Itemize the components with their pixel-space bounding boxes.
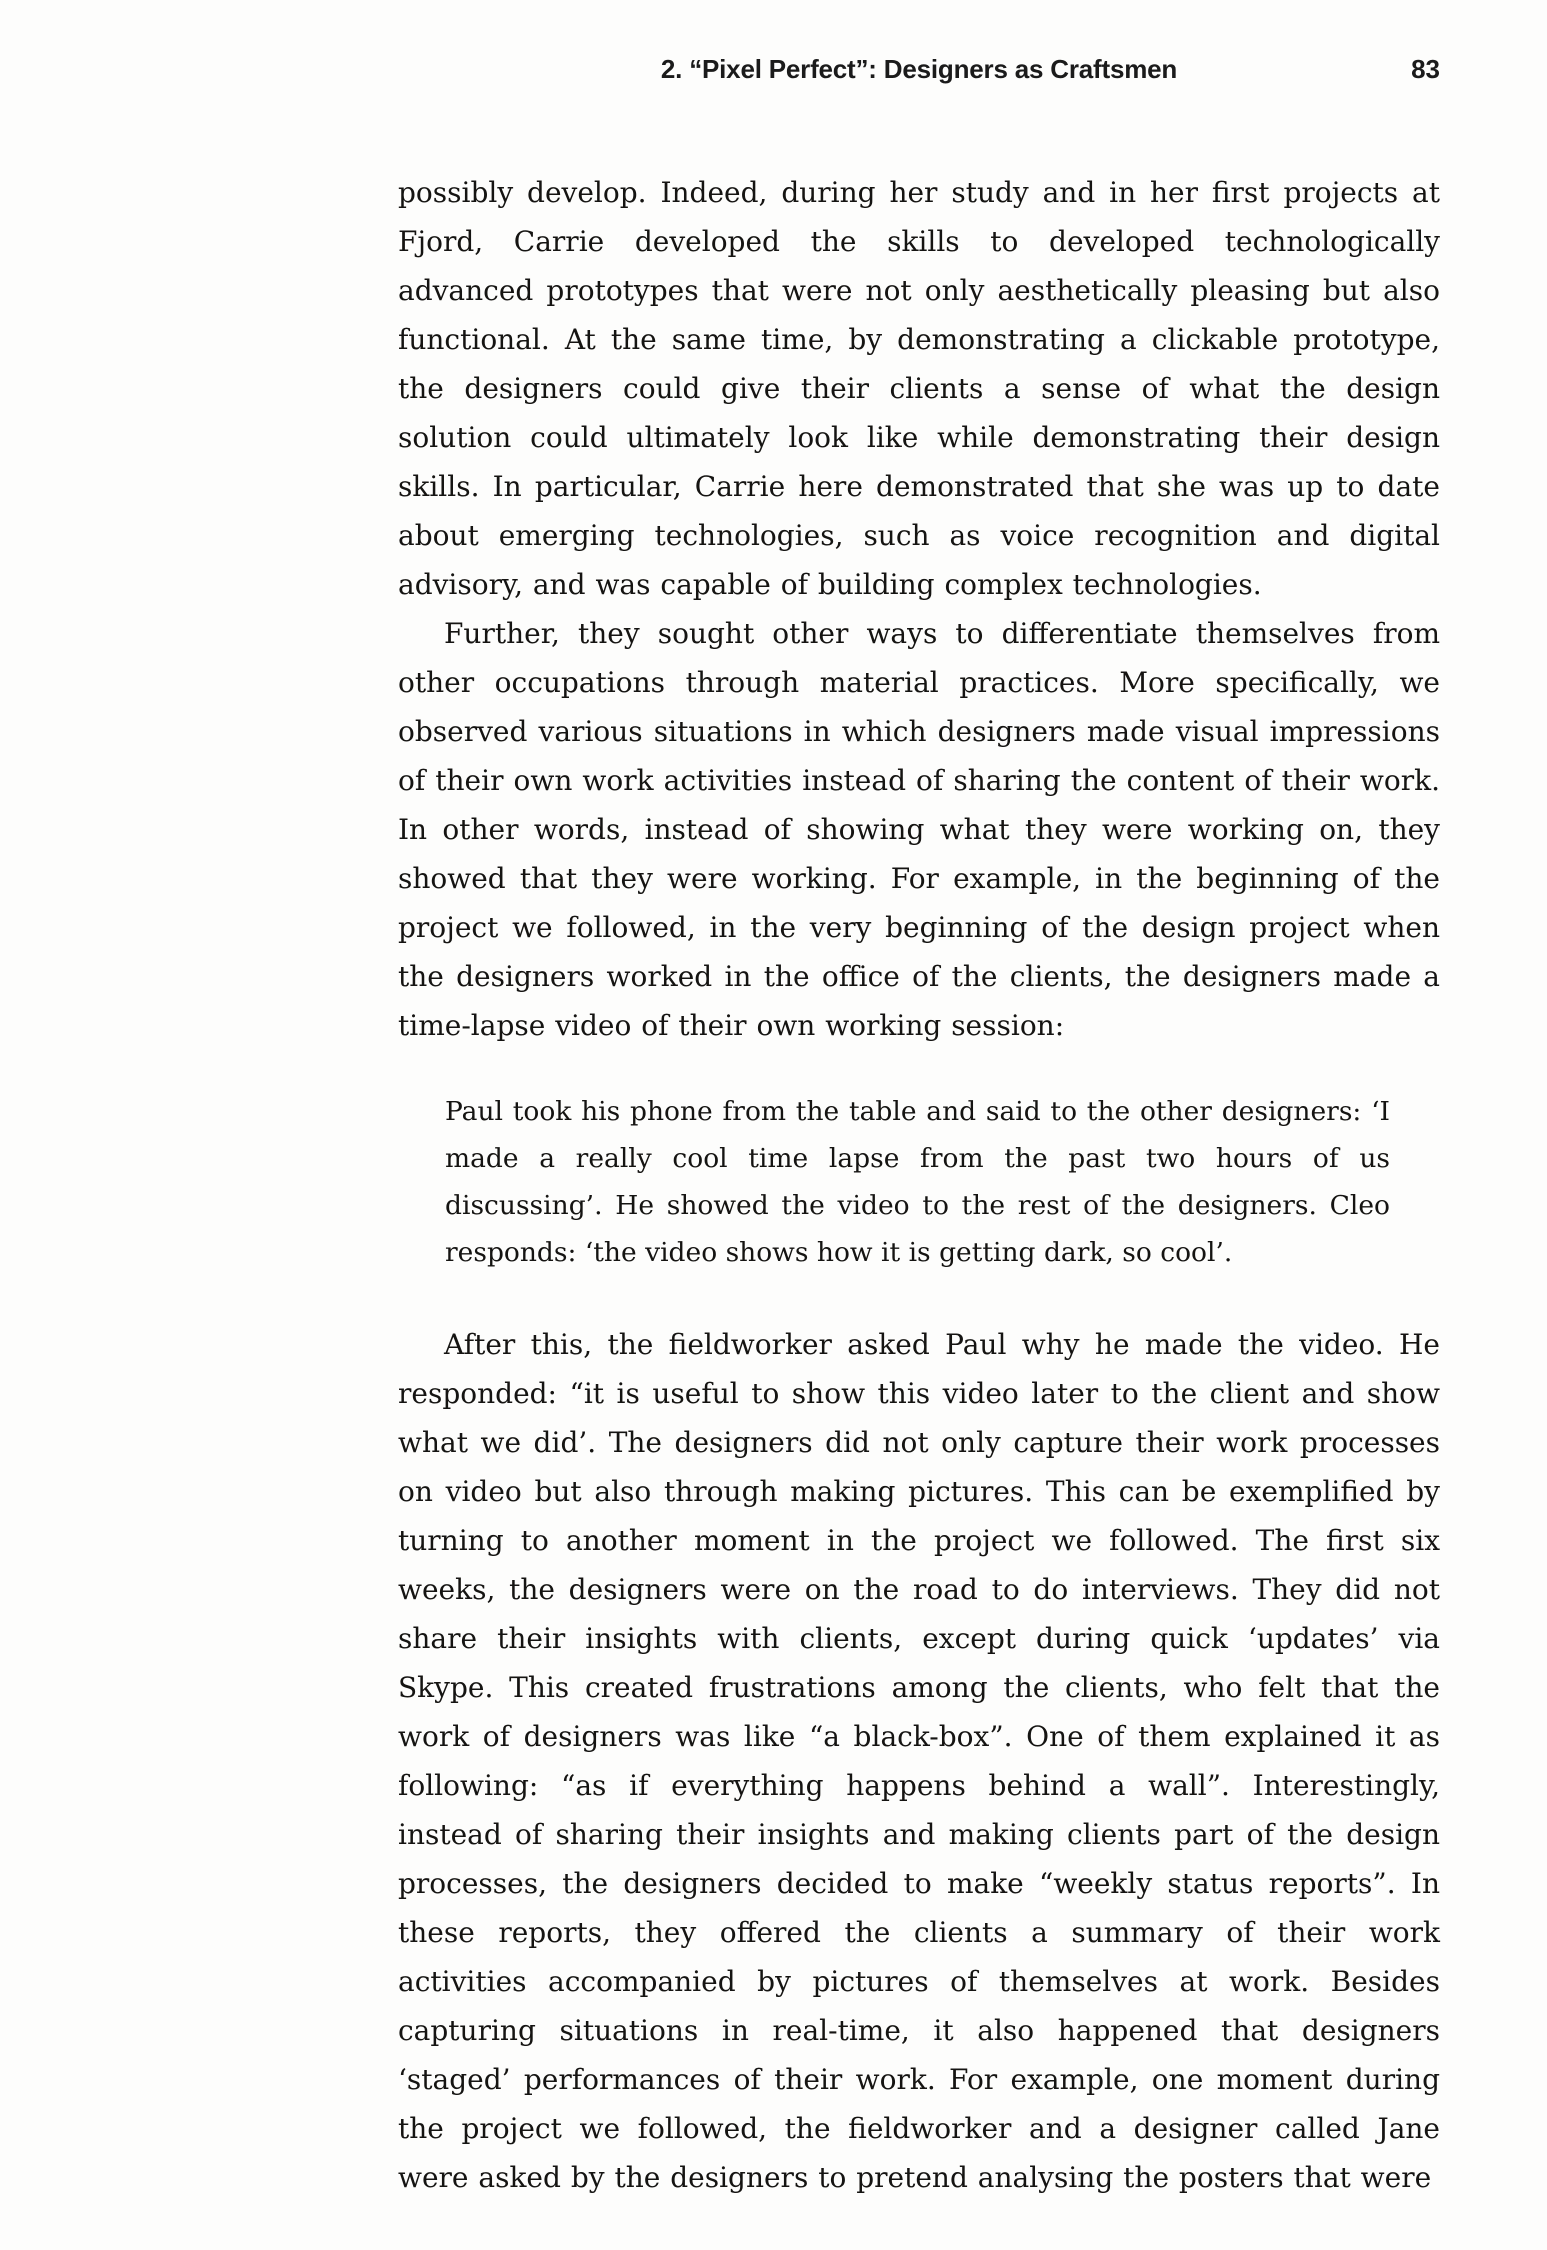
page-number: 83 <box>1411 54 1440 84</box>
paragraph-1: possibly develop. Indeed, during her study and in her first projects at Fjord, Carrie developed the skills to developed technologically advanced prototypes that were not only aesthetically pleasing but also functional. At the same time, by demonstrating a clickable prototype, the designers could give their clients a sense of what the design solution could ultimately look like while demonstrating their design skills. In particular, Carrie here demonstrated that she was up to date about emerging technologies, such as voice recognition and digital advisory, and was capable of building complex technologies. <box>398 176 1440 601</box>
chapter-title: 2. “Pixel Perfect”: Designers as Craftsmen <box>660 54 1178 84</box>
paragraph-2: Further, they sought other ways to differentiate themselves from other occupations through material practices. More specifically, we observed various situations in which designers made visual impressions of their own work activities instead of sharing the content of their work. In other words, instead of showing what they were working on, they showed that they were working. For example, in the beginning of the project we followed, in the very beginning of the design project when the designers worked in the office of the clients, the designers made a time-lapse video of their own working session: <box>398 617 1440 1042</box>
running-header <box>398 52 1440 86</box>
paragraph-3: After this, the fieldworker asked Paul why he made the video. He responded: “it is useful to show this video later to the client and show what we did’. The designers did not only capture their work processes on video but also through making pictures. This can be exemplified by turning to another moment in the project we followed. The first six weeks, the designers were on the road to do interviews. They did not share their insights with clients, except during quick ‘updates’ via Skype. This created frustrations among the clients, who felt that the work of designers was like “a black-box”. One of them explained it as following: “as if everything happens behind a wall”. Interestingly, instead of sharing their insights and making clients part of the design processes, the designers decided to make “weekly status reports”. In these reports, they offered the clients a summary of their work activities accompanied by pictures of themselves at work. Besides capturing situations in real-time, it also happened that designers ‘staged’ performances of their work. For example, one moment during the project we followed, the fieldworker and a designer called Jane were asked by the designers to pretend analysing the posters that were <box>398 1328 1440 2194</box>
body-text <box>398 168 1440 2202</box>
block-quote: Paul took his phone from the table and said to the other designers: ‘I made a really cool time lapse from the past two hours of us discussing’. He showed the video to the rest of the designers. Cleo responds: ‘the video shows how it is getting dark, so cool’. <box>445 1096 1390 1268</box>
